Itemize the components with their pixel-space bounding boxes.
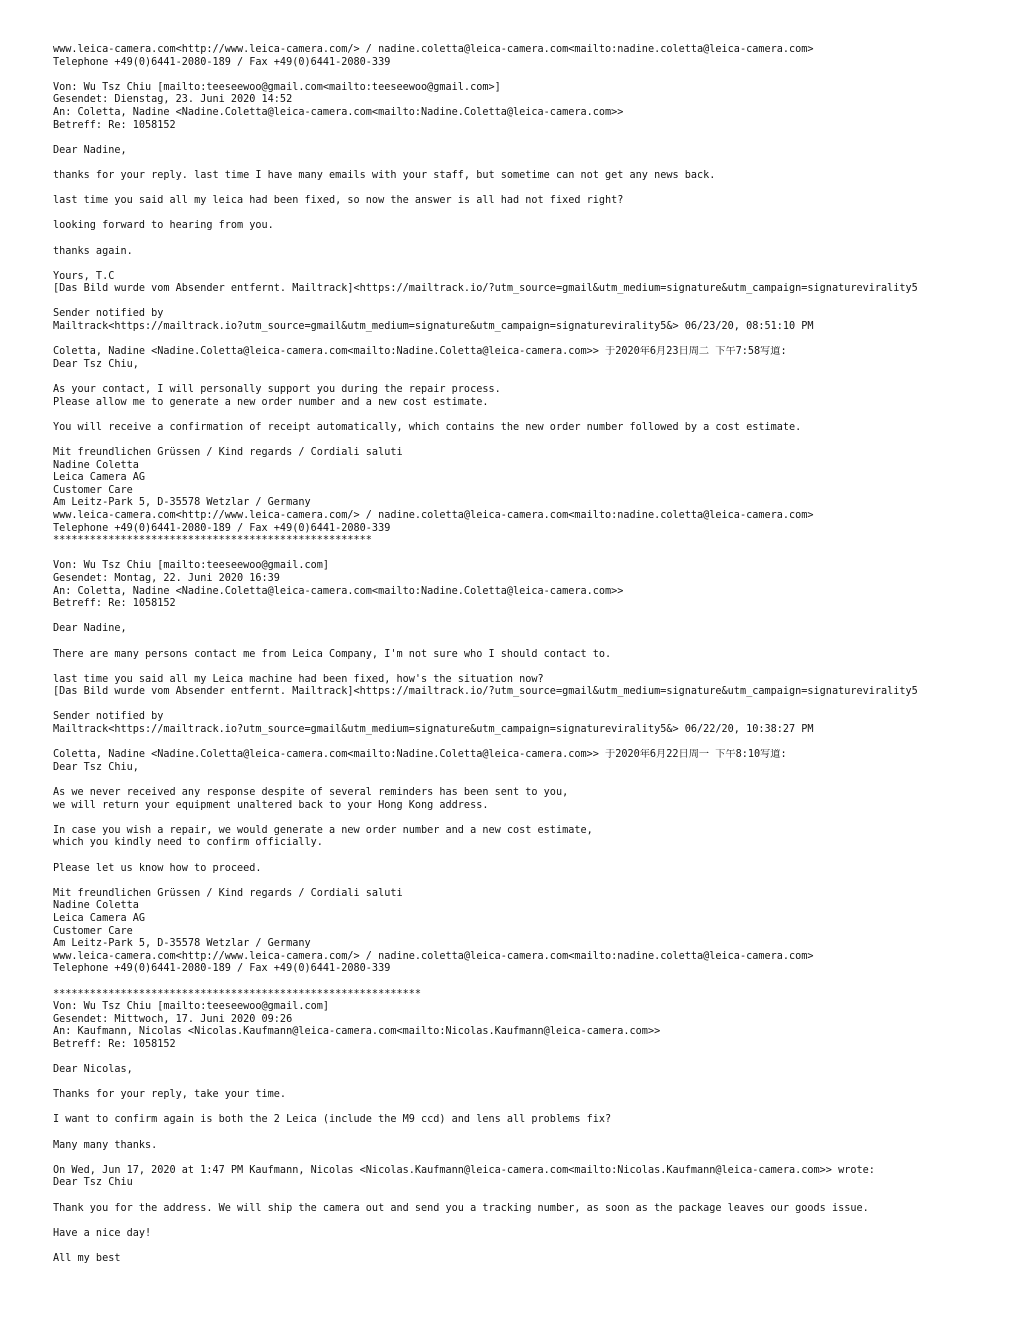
text-line: Dear Nadine, bbox=[53, 144, 127, 156]
text-block bbox=[53, 674, 1013, 699]
text-block bbox=[53, 989, 1013, 1052]
text-block bbox=[53, 1140, 1013, 1153]
text-line: Have a nice day! bbox=[53, 1227, 152, 1239]
text-line: thanks again. bbox=[53, 245, 133, 257]
text-line: All my best bbox=[53, 1253, 121, 1264]
text-line: Customer Care bbox=[53, 484, 133, 496]
text-line: There are many persons contact me from Leica Company, I'm not sure who I should contact to. bbox=[53, 648, 612, 660]
text-line: Dear Tsz Chiu bbox=[53, 1177, 133, 1189]
text-line: An: Coletta, Nadine <Nadine.Coletta@leica-camera.com<mailto:Nadine.Coletta@leica-camera.com>> bbox=[53, 106, 624, 118]
text-line: [Das Bild wurde vom Absender entfernt. Mailtrack]<https://mailtrack.io/?utm_source=gmail&utm_medium=signature&utm_campaign=signaturevirality5 bbox=[53, 686, 918, 698]
text-line: Telephone +49(0)6441-2080-189 / Fax +49(0)6441-2080-339 bbox=[53, 56, 391, 68]
text-line: As we never received any response despite of several reminders has been sent to you, bbox=[53, 787, 569, 799]
text-line: Mit freundlichen Grüssen / Kind regards / Cordiali saluti bbox=[53, 447, 403, 458]
text-line: Mit freundlichen Grüssen / Kind regards / Cordiali saluti bbox=[53, 887, 403, 899]
text-line: An: Coletta, Nadine <Nadine.Coletta@leica-camera.com<mailto:Nadine.Coletta@leica-camera.com>> bbox=[53, 585, 624, 597]
text-line: You will receive a confirmation of receipt automatically, which contains the new order number followed by a cost estimate. bbox=[53, 421, 802, 433]
text-line: Am Leitz-Park 5, D-35578 Wetzlar / Germany bbox=[53, 497, 311, 509]
text-line: Von: Wu Tsz Chiu [mailto:teeseewoo@gmail.com] bbox=[53, 560, 330, 572]
text-line: Thanks for your reply, take your time. bbox=[53, 1089, 287, 1101]
text-block bbox=[53, 1064, 1013, 1077]
text-line: Dear Nadine, bbox=[53, 623, 127, 635]
text-block bbox=[53, 649, 1013, 662]
text-block bbox=[53, 422, 1013, 435]
text-line: Gesendet: Mittwoch, 17. Juni 2020 09:26 bbox=[53, 1013, 293, 1025]
text-line: Please let us know how to proceed. bbox=[53, 862, 262, 874]
text-line: Telephone +49(0)6441-2080-189 / Fax +49(0)6441-2080-339 bbox=[53, 522, 391, 534]
text-block bbox=[53, 749, 1013, 774]
email-thread-document bbox=[53, 44, 1013, 1278]
text-block bbox=[53, 1089, 1013, 1102]
text-line: which you kindly need to confirm officially. bbox=[53, 837, 323, 849]
text-block bbox=[53, 195, 1013, 208]
text-line: Betreff: Re: 1058152 bbox=[53, 1038, 176, 1050]
text-block bbox=[53, 271, 1013, 296]
text-block bbox=[53, 346, 1013, 371]
text-block bbox=[53, 711, 1013, 736]
text-line: Mailtrack<https://mailtrack.io?utm_source=gmail&utm_medium=signature&utm_campaign=signaturevirality5&> 06/23/20, 08:51:10 PM bbox=[53, 321, 814, 333]
text-line: Von: Wu Tsz Chiu [mailto:teeseewoo@gmail.com] bbox=[53, 1001, 330, 1013]
text-line: Gesendet: Montag, 22. Juni 2020 16:39 bbox=[53, 572, 280, 584]
text-block bbox=[53, 384, 1013, 409]
text-line: Dear Nicolas, bbox=[53, 1064, 133, 1076]
text-block bbox=[53, 1228, 1013, 1241]
text-line: Leica Camera AG bbox=[53, 912, 146, 924]
text-line: last time you said all my Leica machine had been fixed, how's the situation now? bbox=[53, 673, 544, 685]
text-block bbox=[53, 170, 1013, 183]
text-line: In case you wish a repair, we would generate a new order number and a new cost estimate, bbox=[53, 824, 593, 836]
text-block bbox=[53, 44, 1013, 69]
text-block bbox=[53, 246, 1013, 259]
text-line: Thank you for the address. We will ship the camera out and send you a tracking number, as soon as the package leaves our goods issue. bbox=[53, 1202, 869, 1214]
text-line: Many many thanks. bbox=[53, 1139, 158, 1151]
text-line: Betreff: Re: 1058152 bbox=[53, 119, 176, 131]
text-block bbox=[53, 825, 1013, 850]
text-block bbox=[53, 863, 1013, 876]
text-line: Coletta, Nadine <Nadine.Coletta@leica-camera.com<mailto:Nadine.Coletta@leica-camera.com>> 于2020年6月23日周二 下午7:58写道: bbox=[53, 346, 787, 358]
text-line: An: Kaufmann, Nicolas <Nicolas.Kaufmann@leica-camera.com<mailto:Nicolas.Kaufmann@leica-camera.com>> bbox=[53, 1026, 661, 1038]
text-line: Please allow me to generate a new order number and a new cost estimate. bbox=[53, 396, 489, 408]
text-line: ************************************************************ bbox=[53, 988, 422, 1000]
text-line: Telephone +49(0)6441-2080-189 / Fax +49(0)6441-2080-339 bbox=[53, 963, 391, 975]
text-block bbox=[53, 1114, 1013, 1127]
text-line: Gesendet: Dienstag, 23. Juni 2020 14:52 bbox=[53, 94, 293, 106]
text-line: Yours, T.C bbox=[53, 270, 115, 282]
text-line: www.leica-camera.com<http://www.leica-camera.com/> / nadine.coletta@leica-camera.com<mailto:nadine.coletta@leica-camera.com> bbox=[53, 950, 814, 962]
text-line: On Wed, Jun 17, 2020 at 1:47 PM Kaufmann, Nicolas <Nicolas.Kaufmann@leica-camera.com<mailto:Nicolas.Kaufmann@leica-camera.com>> wrote: bbox=[53, 1164, 875, 1176]
text-line: Dear Tsz Chiu, bbox=[53, 358, 139, 370]
text-block bbox=[53, 145, 1013, 158]
text-block bbox=[53, 787, 1013, 812]
text-line: www.leica-camera.com<http://www.leica-camera.com/> / nadine.coletta@leica-camera.com<mailto:nadine.coletta@leica-camera.com> bbox=[53, 44, 814, 55]
text-line: As your contact, I will personally support you during the repair process. bbox=[53, 384, 501, 396]
text-line: last time you said all my leica had been fixed, so now the answer is all had not fixed right? bbox=[53, 195, 624, 207]
text-line: thanks for your reply. last time I have many emails with your staff, but sometime can not get any news back. bbox=[53, 169, 716, 181]
text-line: Leica Camera AG bbox=[53, 472, 146, 484]
text-block bbox=[53, 308, 1013, 333]
text-block bbox=[53, 888, 1013, 976]
text-line: Customer Care bbox=[53, 925, 133, 937]
text-line: www.leica-camera.com<http://www.leica-camera.com/> / nadine.coletta@leica-camera.com<mailto:nadine.coletta@leica-camera.com> bbox=[53, 509, 814, 521]
text-line: Sender notified by bbox=[53, 711, 164, 723]
text-line: Dear Tsz Chiu, bbox=[53, 761, 139, 773]
text-line: Coletta, Nadine <Nadine.Coletta@leica-camera.com<mailto:Nadine.Coletta@leica-camera.com>> 于2020年6月22日周一 下午8:10写道: bbox=[53, 749, 787, 761]
text-line: I want to confirm again is both the 2 Leica (include the M9 ccd) and lens all problems fix? bbox=[53, 1114, 612, 1126]
text-line: Mailtrack<https://mailtrack.io?utm_source=gmail&utm_medium=signature&utm_campaign=signaturevirality5&> 06/22/20, 10:38:27 PM bbox=[53, 724, 814, 736]
text-line: Betreff: Re: 1058152 bbox=[53, 598, 176, 610]
text-line: looking forward to hearing from you. bbox=[53, 220, 274, 232]
text-line: **************************************************** bbox=[53, 535, 372, 547]
text-block bbox=[53, 220, 1013, 233]
text-line: Am Leitz-Park 5, D-35578 Wetzlar / Germany bbox=[53, 938, 311, 950]
text-line: Nadine Coletta bbox=[53, 459, 139, 471]
text-line: we will return your equipment unaltered back to your Hong Kong address. bbox=[53, 799, 489, 811]
text-block bbox=[53, 1253, 1013, 1266]
text-line: Sender notified by bbox=[53, 308, 164, 320]
text-block bbox=[53, 560, 1013, 610]
text-line: Von: Wu Tsz Chiu [mailto:teeseewoo@gmail.com<mailto:teeseewoo@gmail.com>] bbox=[53, 81, 501, 93]
text-block bbox=[53, 1165, 1013, 1190]
text-line: Nadine Coletta bbox=[53, 900, 139, 912]
text-block bbox=[53, 447, 1013, 548]
text-block bbox=[53, 82, 1013, 132]
text-line: [Das Bild wurde vom Absender entfernt. Mailtrack]<https://mailtrack.io/?utm_source=gmail&utm_medium=signature&utm_campaign=signaturevirality5 bbox=[53, 283, 918, 295]
text-block bbox=[53, 623, 1013, 636]
text-block bbox=[53, 1203, 1013, 1216]
